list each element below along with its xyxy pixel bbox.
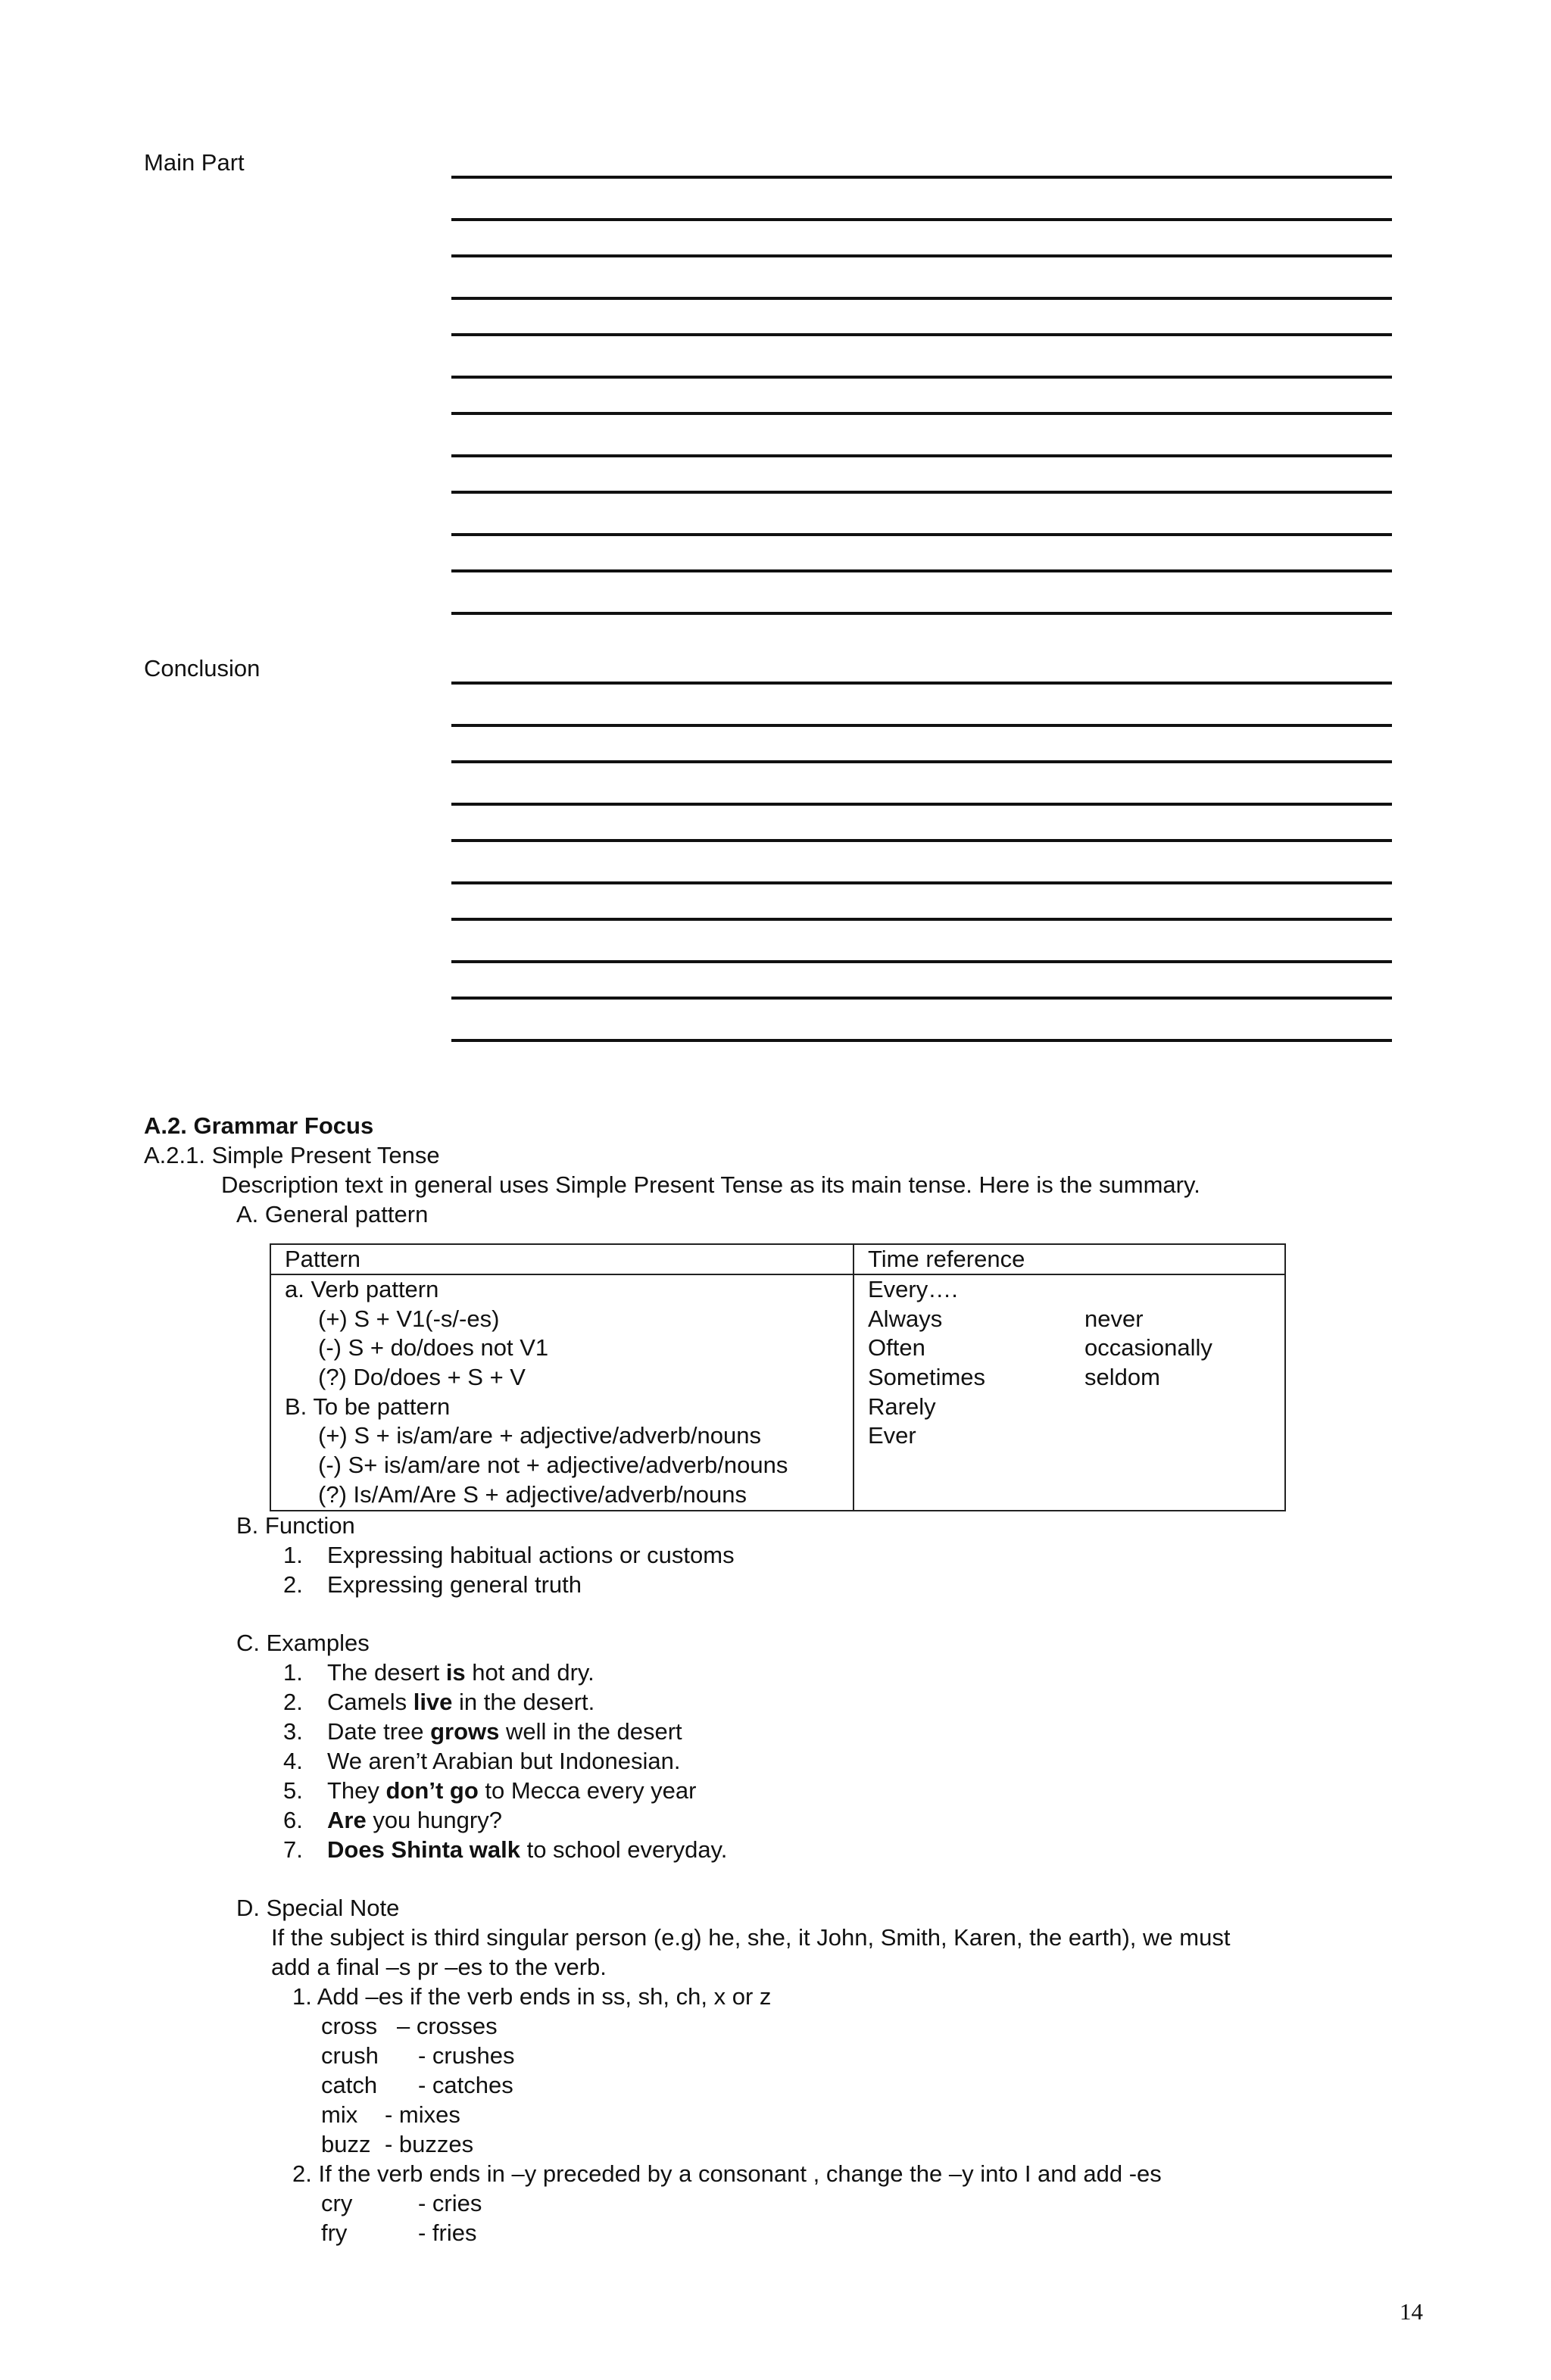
verb-result: - crushes (418, 2042, 515, 2069)
adverb: never (1084, 1305, 1144, 1332)
grammar-heading: A.2. Grammar Focus (144, 1112, 374, 1139)
verb-result: - cries (418, 2190, 482, 2216)
main-part-label: Main Part (144, 149, 245, 176)
page-number: 14 (1400, 2298, 1423, 2325)
writing-line (451, 297, 1392, 300)
verb-pair (321, 2130, 474, 2159)
writing-line (451, 881, 1392, 884)
verb-result: - catches (418, 2072, 513, 2098)
adverb: Ever (868, 1422, 916, 1449)
special-note-title: D. Special Note (236, 1895, 400, 1921)
verb-result: – crosses (397, 2013, 498, 2039)
example-text: The desert (327, 1659, 446, 1686)
verb-base: cry (321, 2190, 353, 2216)
adverb: occasionally (1084, 1334, 1212, 1362)
verb-result: - mixes (385, 2101, 460, 2128)
function-text: Expressing general truth (327, 1571, 582, 1598)
verb-base: catch (321, 2072, 378, 2098)
example-text: We aren’t Arabian but Indonesian. (327, 1748, 681, 1774)
example-text: well in the desert (499, 1718, 682, 1745)
writing-line (451, 803, 1392, 806)
adverb: Rarely (868, 1393, 936, 1420)
example-text: to Mecca every year (478, 1777, 697, 1804)
function-title: B. Function (236, 1512, 355, 1539)
writing-line (451, 376, 1392, 379)
time-reference-row (868, 1363, 1284, 1393)
example-text: hot and dry. (465, 1659, 594, 1686)
pattern-line: a. Verb pattern (285, 1276, 439, 1302)
list-number: 4. (283, 1748, 303, 1774)
pattern-line: (?) Is/Am/Are S + adjective/adverb/nouns (318, 1480, 747, 1508)
example-verb: live (413, 1689, 453, 1715)
example-text: Date tree (327, 1718, 431, 1745)
example-verb: don’t go (385, 1777, 479, 1804)
adverb: seldom (1084, 1364, 1160, 1391)
writing-line (451, 839, 1392, 842)
writing-line (451, 218, 1392, 221)
writing-line (451, 412, 1392, 415)
conclusion-label: Conclusion (144, 655, 261, 682)
example-item (283, 1658, 594, 1687)
example-item (283, 1688, 594, 1717)
writing-line (451, 491, 1392, 494)
writing-line (451, 682, 1392, 685)
writing-line (451, 918, 1392, 921)
writing-line (451, 760, 1392, 763)
writing-line (451, 454, 1392, 457)
adverb: Always (868, 1305, 943, 1332)
function-text: Expressing habitual actions or customs (327, 1542, 735, 1568)
list-number: 2. (283, 1689, 303, 1715)
writing-line (451, 533, 1392, 536)
time-reference-header: Time reference (854, 1244, 1285, 1274)
verb-base: buzz (321, 2131, 371, 2157)
example-item (283, 1806, 502, 1835)
writing-line (451, 1039, 1392, 1042)
verb-base: mix (321, 2101, 358, 2128)
list-number: 7. (283, 1836, 303, 1863)
writing-line (451, 724, 1392, 727)
pattern-table (270, 1243, 1286, 1511)
adverb: Sometimes (868, 1364, 986, 1391)
pattern-line: (+) S + V1(-s/-es) (318, 1305, 500, 1332)
grammar-description: Description text in general uses Simple Present Tense as its main tense. Here is the summary. (221, 1171, 1200, 1198)
example-item (283, 1747, 680, 1776)
list-number: 3. (283, 1718, 303, 1745)
example-text: in the desert. (452, 1689, 595, 1715)
example-item (283, 1836, 727, 1864)
example-item (283, 1776, 696, 1805)
verb-base: fry (321, 2219, 348, 2246)
verb-base: cross (321, 2013, 378, 2039)
list-number: 1. (283, 1659, 303, 1686)
verb-result: - buzzes (385, 2131, 474, 2157)
general-pattern-title: A. General pattern (236, 1201, 429, 1227)
pattern-line: (+) S + is/am/are + adjective/adverb/nouns (318, 1422, 762, 1449)
list-number: 5. (283, 1777, 303, 1804)
writing-line (451, 333, 1392, 336)
time-reference-cell (854, 1274, 1285, 1511)
example-verb: Are (327, 1807, 367, 1833)
verb-base: crush (321, 2042, 379, 2069)
function-item (283, 1541, 735, 1570)
example-verb: grows (430, 1718, 500, 1745)
example-item (283, 1717, 682, 1746)
writing-line (451, 254, 1392, 257)
time-reference-row (868, 1393, 1284, 1422)
examples-title: C. Examples (236, 1630, 370, 1656)
example-text: They (327, 1777, 386, 1804)
verb-pair (321, 2101, 460, 2129)
example-text: to school everyday. (520, 1836, 728, 1863)
adverb: Often (868, 1334, 925, 1362)
adverb: Every…. (868, 1276, 958, 1302)
time-reference-row (868, 1305, 1284, 1334)
verb-pair (321, 2219, 477, 2247)
pattern-line: (-) S+ is/am/are not + adjective/adverb/nouns (318, 1452, 788, 1479)
verb-pair (321, 2042, 515, 2070)
list-number: 6. (283, 1807, 303, 1833)
pattern-cell (270, 1274, 854, 1511)
special-note-text: add a final –s pr –es to the verb. (271, 1954, 607, 1980)
writing-line (451, 569, 1392, 572)
example-verb: is (445, 1659, 466, 1686)
time-reference-row (868, 1333, 1284, 1363)
special-note-text: If the subject is third singular person (e.g) he, she, it John, Smith, Karen, the earth), we must (271, 1924, 1231, 1951)
verb-result: - fries (418, 2219, 477, 2246)
writing-line (451, 997, 1392, 1000)
rule-two: 2. If the verb ends in –y preceded by a consonant , change the –y into I and add -es (292, 2160, 1162, 2187)
writing-line (451, 960, 1392, 963)
list-number: 2. (283, 1571, 303, 1598)
verb-pair (321, 2071, 513, 2100)
list-number: 1. (283, 1542, 303, 1568)
writing-line (451, 176, 1392, 179)
verb-pair (321, 2189, 482, 2218)
rule-one: 1. Add –es if the verb ends in ss, sh, ch, x or z (292, 1983, 772, 2010)
example-verb: Does Shinta walk (327, 1836, 520, 1863)
example-text: you hungry? (366, 1807, 502, 1833)
time-reference-row (868, 1275, 1284, 1305)
pattern-line: (-) S + do/does not V1 (318, 1334, 549, 1362)
writing-line (451, 612, 1392, 615)
grammar-subheading: A.2.1. Simple Present Tense (144, 1142, 440, 1168)
pattern-header: Pattern (270, 1244, 854, 1274)
pattern-line: B. To be pattern (285, 1393, 451, 1420)
pattern-line: (?) Do/does + S + V (318, 1364, 526, 1391)
verb-pair (321, 2012, 498, 2041)
time-reference-row (868, 1421, 1284, 1451)
example-text: Camels (327, 1689, 413, 1715)
function-item (283, 1571, 582, 1599)
